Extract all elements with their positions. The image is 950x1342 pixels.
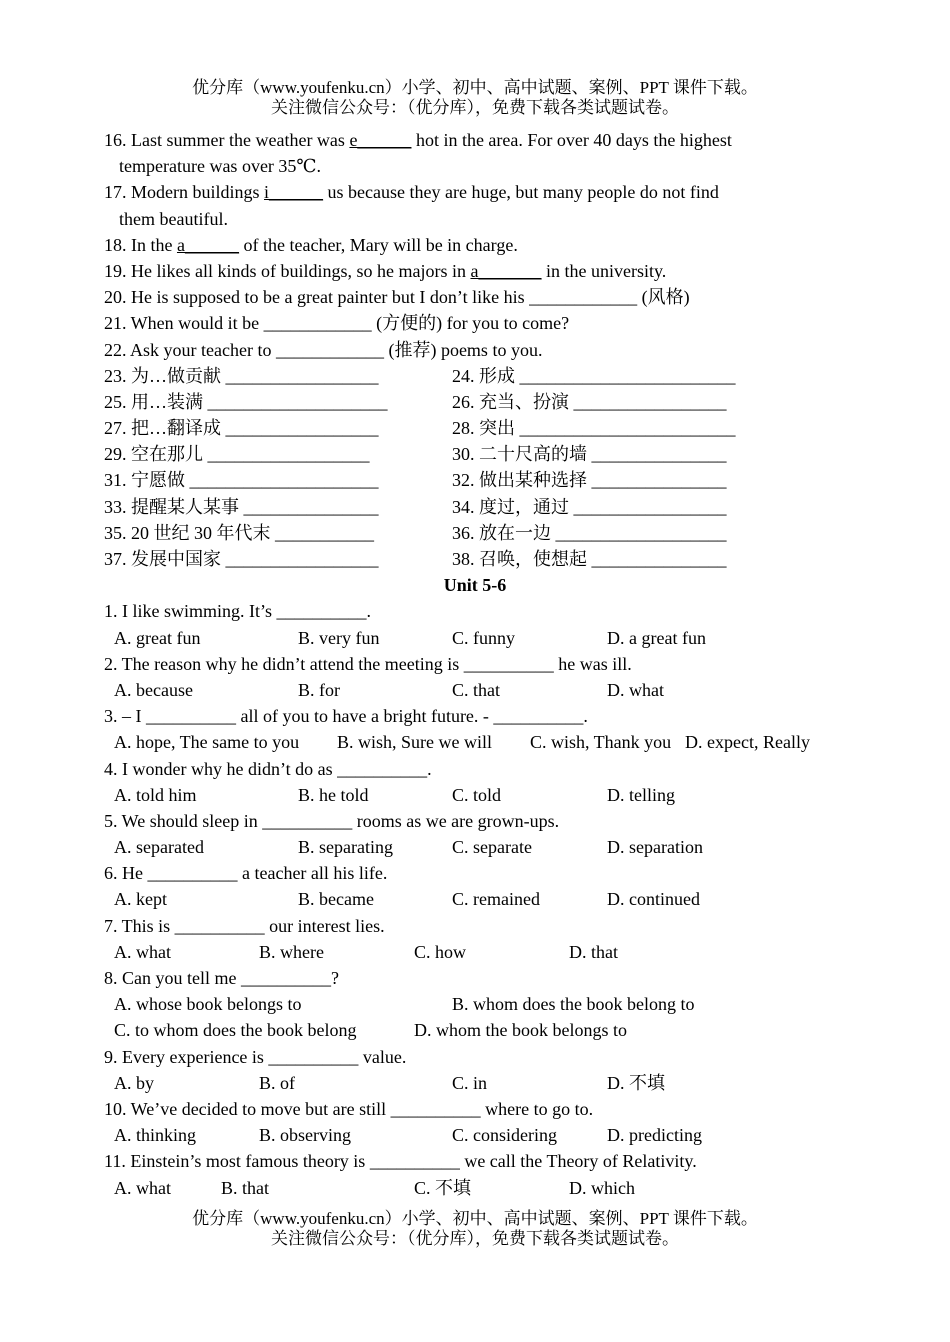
option-c: C. separate [452,837,532,858]
mc-options-6 [104,886,834,912]
phrase-item: 25. 用…装满 ____________________ [104,391,388,412]
option-a: A. what [114,941,171,962]
option-b: B. wish, Sure we will [337,732,492,753]
option-d: D. predicting [607,1125,702,1146]
mc-options-1 [104,625,834,651]
option-d: D. which [569,1177,635,1198]
option-b: B. separating [298,837,393,858]
phrase-item: 33. 提醒某人某事 _______________ [104,496,379,517]
unit-title: Unit 5-6 [443,575,507,596]
phrase-item: 23. 为…做贡献 _________________ [104,365,379,386]
option-a: A. told him [114,784,197,805]
phrase-row [104,546,834,572]
option-c: C. funny [452,627,515,648]
mc-question-9: 9. Every experience is __________ value. [104,1046,407,1067]
question-text: 18. In the [104,234,177,255]
question-17 [104,179,834,205]
option-c: C. to whom does the book belong [114,1020,357,1041]
option-b: B. observing [259,1125,351,1146]
option-a: A. hope, The same to you [114,732,300,753]
mc-options-10 [104,1122,834,1148]
phrase-row [104,415,834,441]
phrase-item: 31. 宁愿做 _____________________ [104,470,379,491]
header-line-2: 关注微信公众号：（优分库），免费下载各类试题试卷。 [271,98,679,117]
answer-blank: a_______ [470,260,542,281]
phrase-row [104,363,834,389]
option-d: D. separation [607,837,703,858]
question-text: of the teacher, Mary will be in charge. [238,234,518,255]
option-c: C. 不填 [414,1177,472,1198]
question-19 [104,258,834,284]
worksheet-content [104,127,834,1201]
mc-question-3: 3. – I __________ all of you to have a bright future. - __________. [104,706,588,727]
option-c: C. in [452,1072,488,1093]
phrase-row [104,520,834,546]
page-footer [0,1209,950,1249]
option-a: A. thinking [114,1125,197,1146]
mc-options-5 [104,834,834,860]
option-d: D. expect, Really [685,732,810,753]
mc-question-5: 5. We should sleep in __________ rooms as we are grown-ups. [104,810,560,831]
option-b: B. for [298,679,340,700]
option-d: D. a great fun [607,627,706,648]
question-text: hot in the area. For over 40 days the highest [411,130,732,150]
question-text: 16. Last summer the weather was [104,130,350,150]
phrase-item: 34. 度过，通过 _________________ [452,496,727,517]
option-d: D. telling [607,784,675,805]
option-a: A. great fun [114,627,201,648]
mc-question-1: 1. I like swimming. It’s __________. [104,601,371,622]
question-text: us because they are huge, but many people do not find [323,182,719,203]
mc-question-11: 11. Einstein’s most famous theory is __________ we call the Theory of Relativity. [104,1151,697,1172]
option-b: B. whom does the book belong to [452,994,695,1015]
question-text: 19. He likes all kinds of buildings, so he majors in [104,260,471,281]
phrase-row [104,441,834,467]
phrase-row [104,494,834,520]
option-d: D. what [607,679,664,700]
mc-options-4 [104,782,834,808]
mc-question-6: 6. He __________ a teacher all his life. [104,863,388,884]
mc-options-9 [104,1070,834,1096]
option-d: D. continued [607,889,700,910]
option-b: B. very fun [298,627,380,648]
phrase-item: 32. 做出某种选择 _______________ [452,470,727,491]
option-c: C. that [452,679,500,700]
mc-question-2: 2. The reason why he didn’t attend the meeting is __________ he was ill. [104,653,632,674]
question-22: 22. Ask your teacher to ____________ (推荐) poems to you. [104,339,543,360]
option-c: C. wish, Thank you [530,732,672,753]
phrase-item: 38. 召唤，使想起 _______________ [452,549,727,569]
phrase-item: 27. 把…翻译成 _________________ [104,418,379,439]
mc-options-11 [104,1175,834,1201]
mc-options-8-row-1 [104,991,834,1017]
phrase-item: 36. 放在一边 ___________________ [452,522,727,543]
mc-question-8: 8. Can you tell me __________? [104,968,339,988]
header-line-1: 优分库（www.youfenku.cn）小学、初中、高中试题、案例、PPT 课件下载。 [192,78,758,97]
phrase-item: 28. 突出 ________________________ [452,418,736,439]
phrase-item: 29. 空在那儿 __________________ [104,444,370,465]
option-c: C. how [414,941,467,962]
phrase-item: 30. 二十尺高的墙 _______________ [452,444,727,465]
answer-blank: e______ [349,130,412,150]
question-16-continued: temperature was over 35℃. [119,156,322,177]
option-c: C. considering [452,1125,557,1146]
mc-options-3 [104,729,834,755]
phrase-row [104,389,834,415]
phrase-item: 37. 发展中国家 _________________ [104,549,379,569]
question-16 [104,127,834,153]
option-b: B. he told [298,784,369,805]
footer-line-2: 关注微信公众号：（优分库），免费下载各类试题试卷。 [271,1229,679,1248]
option-a: A. kept [114,889,167,910]
option-b: B. became [298,889,374,910]
question-18 [104,232,834,258]
option-a: A. whose book belongs to [114,994,302,1015]
option-a: A. what [114,1177,171,1198]
mc-options-7 [104,939,834,965]
option-c: C. remained [452,889,540,910]
option-a: A. separated [114,837,204,858]
phrase-item: 26. 充当、扮演 _________________ [452,391,727,412]
question-text: in the university. [541,260,667,281]
phrase-item: 35. 20 世纪 30 年代末 ___________ [104,522,374,543]
footer-line-1: 优分库（www.youfenku.cn）小学、初中、高中试题、案例、PPT 课件下载。 [192,1209,758,1228]
option-b: B. that [221,1177,269,1198]
option-c: C. told [452,784,502,805]
mc-question-7: 7. This is __________ our interest lies. [104,915,385,936]
mc-options-8-row-2 [104,1017,834,1043]
question-17-continued: them beautiful. [119,208,228,229]
option-d: D. whom the book belongs to [414,1020,627,1041]
phrase-item: 24. 形成 ________________________ [452,365,736,386]
option-d: D. that [569,941,618,962]
question-21: 21. When would it be ____________ (方便的) for you to come? [104,313,570,334]
option-a: A. because [114,679,193,700]
phrase-row [104,467,834,493]
mc-options-2 [104,677,834,703]
question-20: 20. He is supposed to be a great painter but I don’t like his ____________ (风格) [104,287,690,308]
option-b: B. of [259,1072,295,1093]
question-text: 17. Modern buildings [104,182,264,203]
option-d: D. 不填 [607,1072,665,1093]
option-a: A. by [114,1072,154,1093]
page-header [0,78,950,118]
answer-blank: a______ [176,234,239,255]
answer-blank: i______ [264,182,324,203]
mc-question-4: 4. I wonder why he didn’t do as __________. [104,758,432,779]
mc-question-10: 10. We’ve decided to move but are still __________ where to go to. [104,1098,594,1119]
option-b: B. where [259,941,324,962]
